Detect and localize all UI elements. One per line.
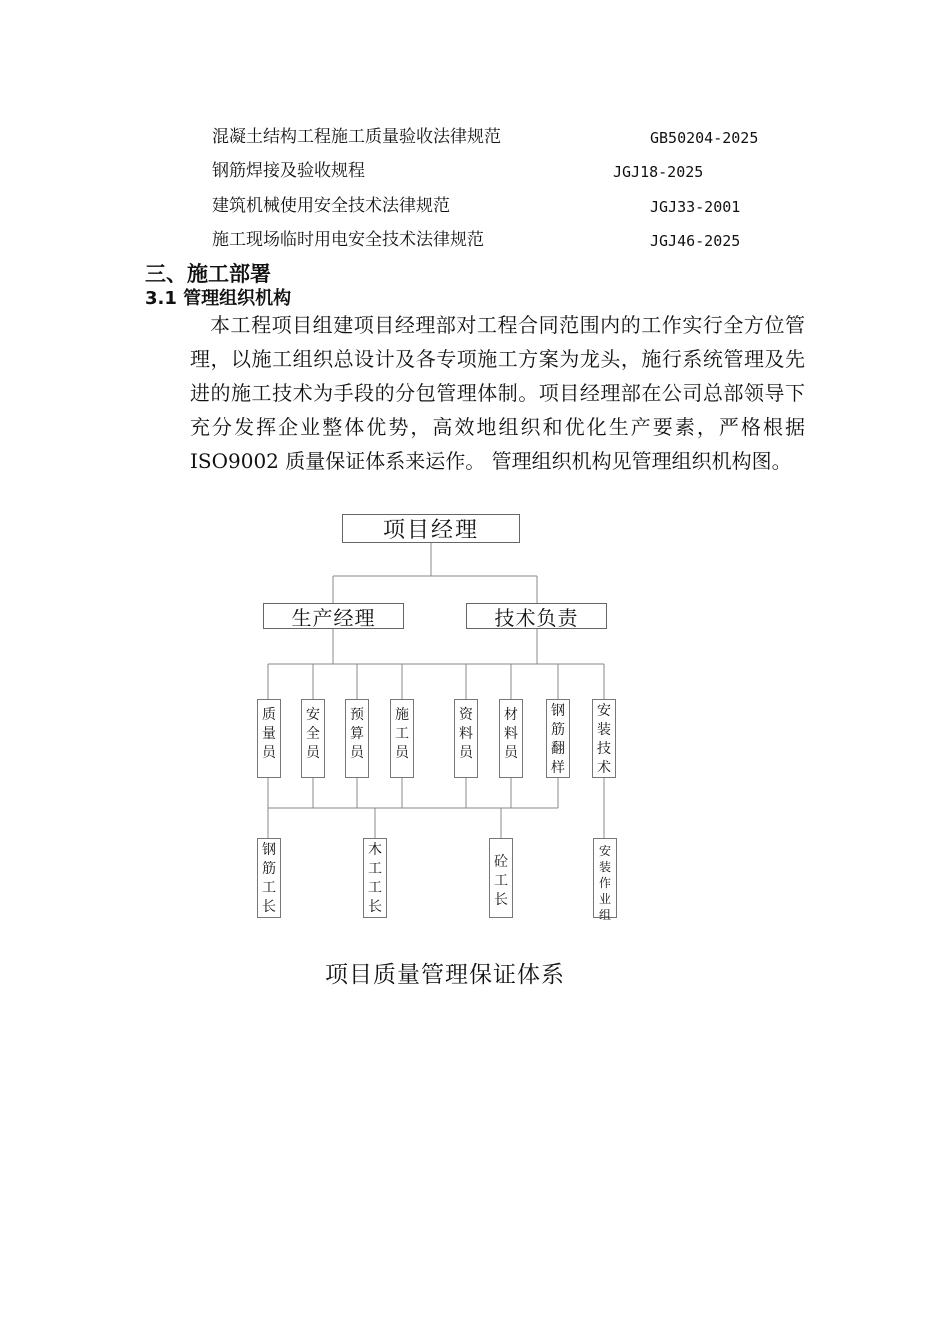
standard-code: GB50204-2025 <box>650 129 759 147</box>
org-node-top: 项目经理 <box>342 514 520 543</box>
org-node-level3 <box>301 699 325 778</box>
org-node-level3 <box>257 699 281 778</box>
body-paragraph: 本工程项目组建项目经理部对工程合同范围内的工作实行全方位管理，以施工组织总设计及各专项施工方案为龙头，施行系统管理及先进的施工技术为手段的分包管理体制。项目经理部在公司总部领导下充分发挥企业整体优势，高效地组织和优化生产要素，严格根据 ISO9002 质量保证体系来运作。 管理组织机构见管理组织机构图。 <box>190 313 805 473</box>
org-node-label: 安全员 <box>306 707 320 761</box>
org-node-level2: 技术负责 <box>466 603 607 629</box>
standard-name: 钢筋焊接及验收规程 <box>212 161 365 181</box>
org-node-label: 砼工长 <box>494 854 508 908</box>
org-node-label: 安装作业组 <box>599 844 612 922</box>
org-node-level3 <box>390 699 414 778</box>
org-node-label: 质量员 <box>262 707 276 761</box>
org-node-label: 钢筋工长 <box>262 842 276 915</box>
org-node-level4 <box>257 838 281 918</box>
org-node-level3 <box>499 699 523 778</box>
standard-code: JGJ33-2001 <box>650 198 741 216</box>
subsection-title: 3.1 管理组织机构 <box>145 288 292 309</box>
org-node-level2: 生产经理 <box>263 603 404 629</box>
standard-name: 施工现场临时用电安全技术法律规范 <box>212 230 484 250</box>
org-node-level4 <box>593 838 617 922</box>
section-title: 三、施工部署 <box>145 262 271 286</box>
org-node-label: 材料员 <box>504 707 518 761</box>
org-node-level3 <box>546 699 570 778</box>
org-node-label: 资料员 <box>459 707 473 761</box>
org-node-level3 <box>345 699 369 778</box>
standard-code: JGJ18-2025 <box>613 163 704 181</box>
org-node-level4 <box>489 838 513 918</box>
org-node-label: 木工工长 <box>368 842 382 915</box>
org-node-level3 <box>592 699 616 778</box>
org-node-level4 <box>363 838 387 918</box>
org-node-label: 预算员 <box>350 707 364 761</box>
standard-name: 建筑机械使用安全技术法律规范 <box>212 196 450 216</box>
org-node-level3 <box>454 699 478 778</box>
standard-name: 混凝土结构工程施工质量验收法律规范 <box>212 127 501 147</box>
org-node-label: 施工员 <box>395 707 409 761</box>
org-node-label: 钢筋翻样 <box>551 703 565 776</box>
standard-code: JGJ46-2025 <box>650 232 741 250</box>
org-chart-caption: 项目质量管理保证体系 <box>325 962 565 988</box>
org-node-label: 安装技术 <box>597 703 611 776</box>
